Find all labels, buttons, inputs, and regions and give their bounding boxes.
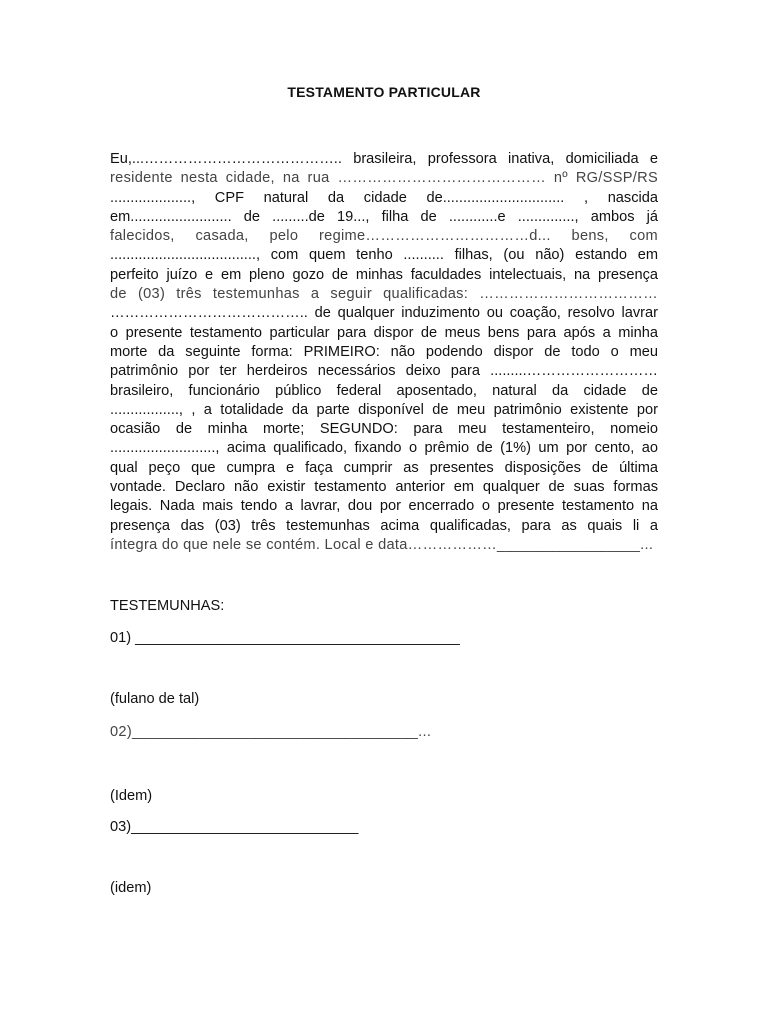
witnesses-heading: TESTEMUNHAS: [110,598,225,614]
document-title: TESTAMENTO PARTICULAR [287,84,481,100]
body-line: ………………………………….. de qualquer induzimento ou coação, resolvo lavrar [110,305,658,322]
body-line: .........................., acima qualificado, fixando o prêmio de (1%) um por cento, ao [110,440,658,457]
body-line: brasileiro, funcionário público federal aposentado, natural da cidade de [110,382,658,399]
witness-2-name: (Idem) [110,788,153,804]
body-line: morte da seguinte forma: PRIMEIRO: não podendo dispor de todo o meu [110,343,658,360]
body-line: ocasião de minha morte; SEGUNDO: para meu testamenteiro, nomeio [110,421,658,438]
body-line: ...................., CPF natural da cidade de.............................. , nascida [110,189,658,206]
body-line: ...................................., com quem tenho .......... filhas, (ou não) estando em [110,247,658,264]
witness-1-name: (fulano de tal) [110,691,200,707]
body-line: vontade. Declaro não existir testamento anterior em qualquer de suas formas [110,479,658,496]
body-line: presença das (03) três testemunhas acima qualificadas, para as quais li a [110,517,658,534]
body-line: Eu,...………………………………….. brasileira, professora inativa, domiciliada e [110,151,658,167]
witness-3-name: (idem) [110,880,152,896]
witness-3-signature-line: 03)____________________________ [110,819,359,835]
body-line: falecidos, casada, pelo regime……………………………d... bens, com [110,228,658,245]
body-line: de (03) três testemunhas a seguir qualificadas: ……………………………… [110,286,658,303]
witness-2-signature-line: 02)__________________________________... [110,724,432,740]
body-line: legais. Nada mais tendo a lavrar, dou por encerrado o presente testamento na [110,498,658,515]
body-line: ................., , a totalidade da parte disponível de meu patrimônio existente por [110,401,658,418]
witness-1-signature-line: 01) ________________________________________ [110,630,460,646]
document-body [110,150,658,555]
body-line: residente nesta cidade, na rua …………………………………… nº RG/SSP/RS [110,170,658,187]
body-line: patrimônio por ter herdeiros necessários deixo para .........……………………… [110,363,658,380]
body-line: qual peço que cumpra e faça cumprir as presentes disposições de última [110,459,658,476]
body-line: o presente testamento particular para dispor de meus bens para após a minha [110,324,658,341]
body-line-local-e-data: íntegra do que nele se contém. Local e data………………_________________... [110,536,654,553]
body-line: perfeito juízo e em pleno gozo de minhas faculdades intelectuais, na presença [110,266,658,283]
body-line: em......................... de .........de 19..., filha de ............e .............., ambos já [110,208,658,225]
